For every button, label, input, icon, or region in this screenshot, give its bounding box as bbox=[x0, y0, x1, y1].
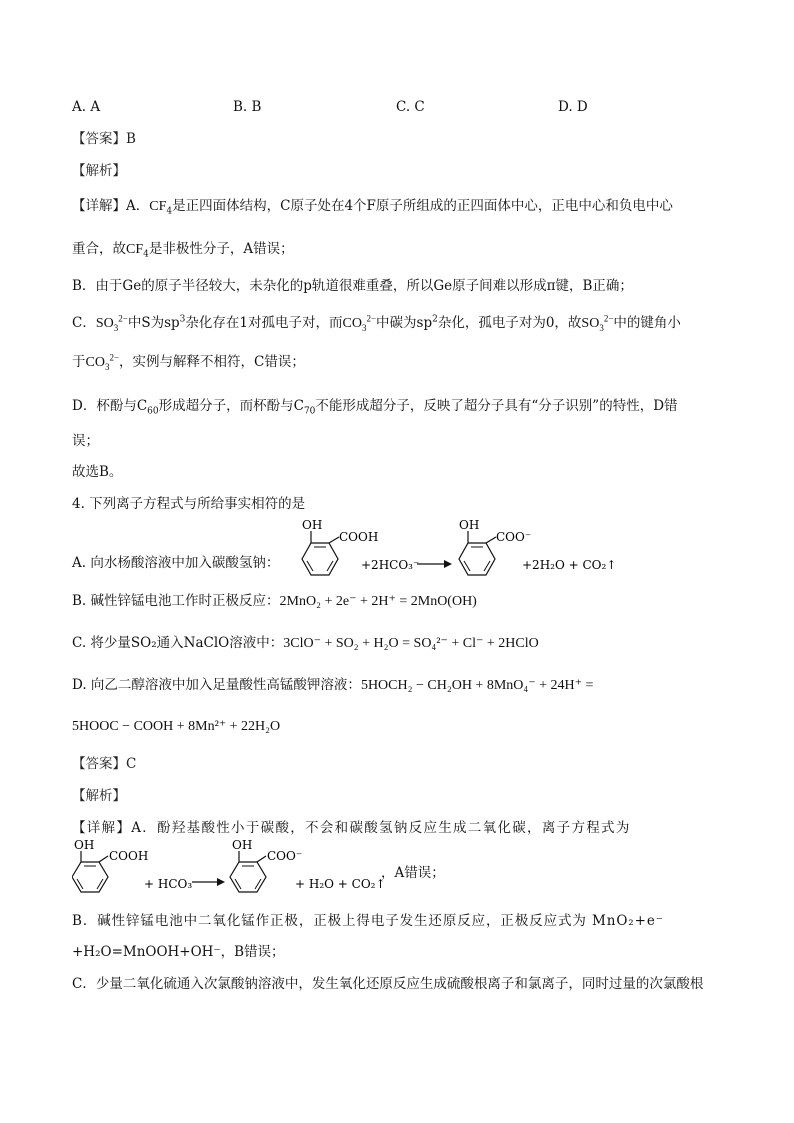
q4-option-d-line2: 5HOOC − COOH + 8Mn²⁺ + 22H₂O bbox=[72, 719, 281, 734]
svg-text:OH: OH bbox=[232, 838, 253, 852]
oh-label-2: OH bbox=[459, 518, 480, 532]
oh-label: OH bbox=[302, 518, 323, 532]
q3-detail-c-line1: C．$SO_3^{2-}$中S为$sp^3$杂化存在1对孤电子对，而$CO_3^{2-}$中碳为$sp^2$杂化，孤电子对为0，故$SO_3^{2-}$中的键角小 bbox=[72, 313, 681, 333]
q3-detail-a-line1: 【详解】A．$CF_4$是正四面体结构，C原子处在4个F原子所组成的正四面体中心，正电中心和负电中心 bbox=[72, 198, 673, 217]
option-c: C. C bbox=[396, 99, 425, 115]
svg-text:OH: OH bbox=[74, 838, 95, 852]
svg-text:COO⁻: COO⁻ bbox=[267, 849, 303, 863]
salicylate-structure-2 bbox=[230, 838, 302, 892]
q3-conclusion: 故选B。 bbox=[72, 464, 123, 480]
salicylic-acid-structure-2 bbox=[72, 838, 148, 892]
q4-detail-a: 【详解】A．酚羟基酸性小于碳酸，不会和碳酸氢钠反应生成二氧化碳，离子方程式为 bbox=[72, 820, 631, 836]
q4-detail-a-end: ，A错误； bbox=[381, 865, 445, 881]
q4-option-a-label: A. 向水杨酸溶液中加入碳酸氢钠： bbox=[72, 555, 280, 571]
products-label: +2H₂O + CO₂↑ bbox=[522, 558, 617, 572]
q4-option-d-line1: D. 向乙二醇溶液中加入足量酸性高锰酸钾溶液：5HOCH₂ − CH₂OH + 8MnO₄⁻ + 24H⁺ = bbox=[72, 677, 594, 693]
cooh-label: COOH bbox=[339, 530, 379, 544]
option-d: D. D bbox=[558, 99, 588, 115]
q3-detail-c-line2: 于$CO_3^{2-}$，实例与解释不相符，C错误； bbox=[72, 352, 305, 372]
q3-detail-d-line1: D．杯酚与$C_{60}$形成超分子，而杯酚与$C_{70}$不能形成超分子，反映了超分子具有“分子识别”的特性，D错 bbox=[72, 398, 678, 417]
products-label-2: + H₂O + CO₂↑ bbox=[295, 877, 386, 891]
q4-analysis-label: 【解析】 bbox=[72, 788, 126, 804]
q4-detail-c: C．少量二氧化硫通入次氯酸钠溶液中，发生氧化还原反应生成硫酸根离子和氯离子，同时过量的次氯酸根 bbox=[72, 976, 704, 992]
q3-analysis-label: 【解析】 bbox=[72, 163, 126, 179]
plus-hco3: + HCO₃⁻ bbox=[144, 877, 199, 891]
q4-detail-b-line1: B．碱性锌锰电池中二氧化锰作正极，正极上得电子发生还原反应，正极反应式为 MnO₂+e⁻ bbox=[72, 913, 664, 929]
plus-2hco3: +2HCO₃⁻ bbox=[361, 558, 420, 572]
q4-option-c: C. 将少量SO₂通入NaClO溶液中：3ClO⁻ + SO₂ + H₂O = SO₄²⁻ + Cl⁻ + 2HClO bbox=[72, 635, 539, 651]
q4-detail-b-line2: +H₂O=MnOOH+OH⁻，B错误； bbox=[72, 944, 285, 960]
q3-detail-d-line2: 误； bbox=[72, 433, 99, 449]
option-b: B. B bbox=[233, 99, 262, 115]
q4-title: 4. 下列离子方程式与所给事实相符的是 bbox=[72, 496, 306, 512]
salicylate-structure bbox=[459, 518, 531, 575]
q3-answer: 【答案】B bbox=[72, 131, 136, 147]
option-a: A. A bbox=[72, 99, 101, 115]
q3-detail-b: B．由于Ge的原子半径较大，未杂化的p轨道很难重叠，所以Ge原子间难以形成π键，B正确； bbox=[72, 278, 633, 294]
q4-option-b: B. 碱性锌锰电池工作时正极反应：2MnO₂ + 2e⁻ + 2H⁺ = 2MnO(OH) bbox=[72, 593, 477, 609]
svg-text:COOH: COOH bbox=[109, 849, 149, 863]
coo-minus-label: COO⁻ bbox=[496, 530, 532, 544]
q4-option-a-reaction bbox=[284, 517, 634, 585]
q4-answer: 【答案】C bbox=[72, 756, 137, 772]
q3-detail-a-line2: 重合，故$CF_4$是非极性分子，A错误； bbox=[72, 241, 294, 260]
